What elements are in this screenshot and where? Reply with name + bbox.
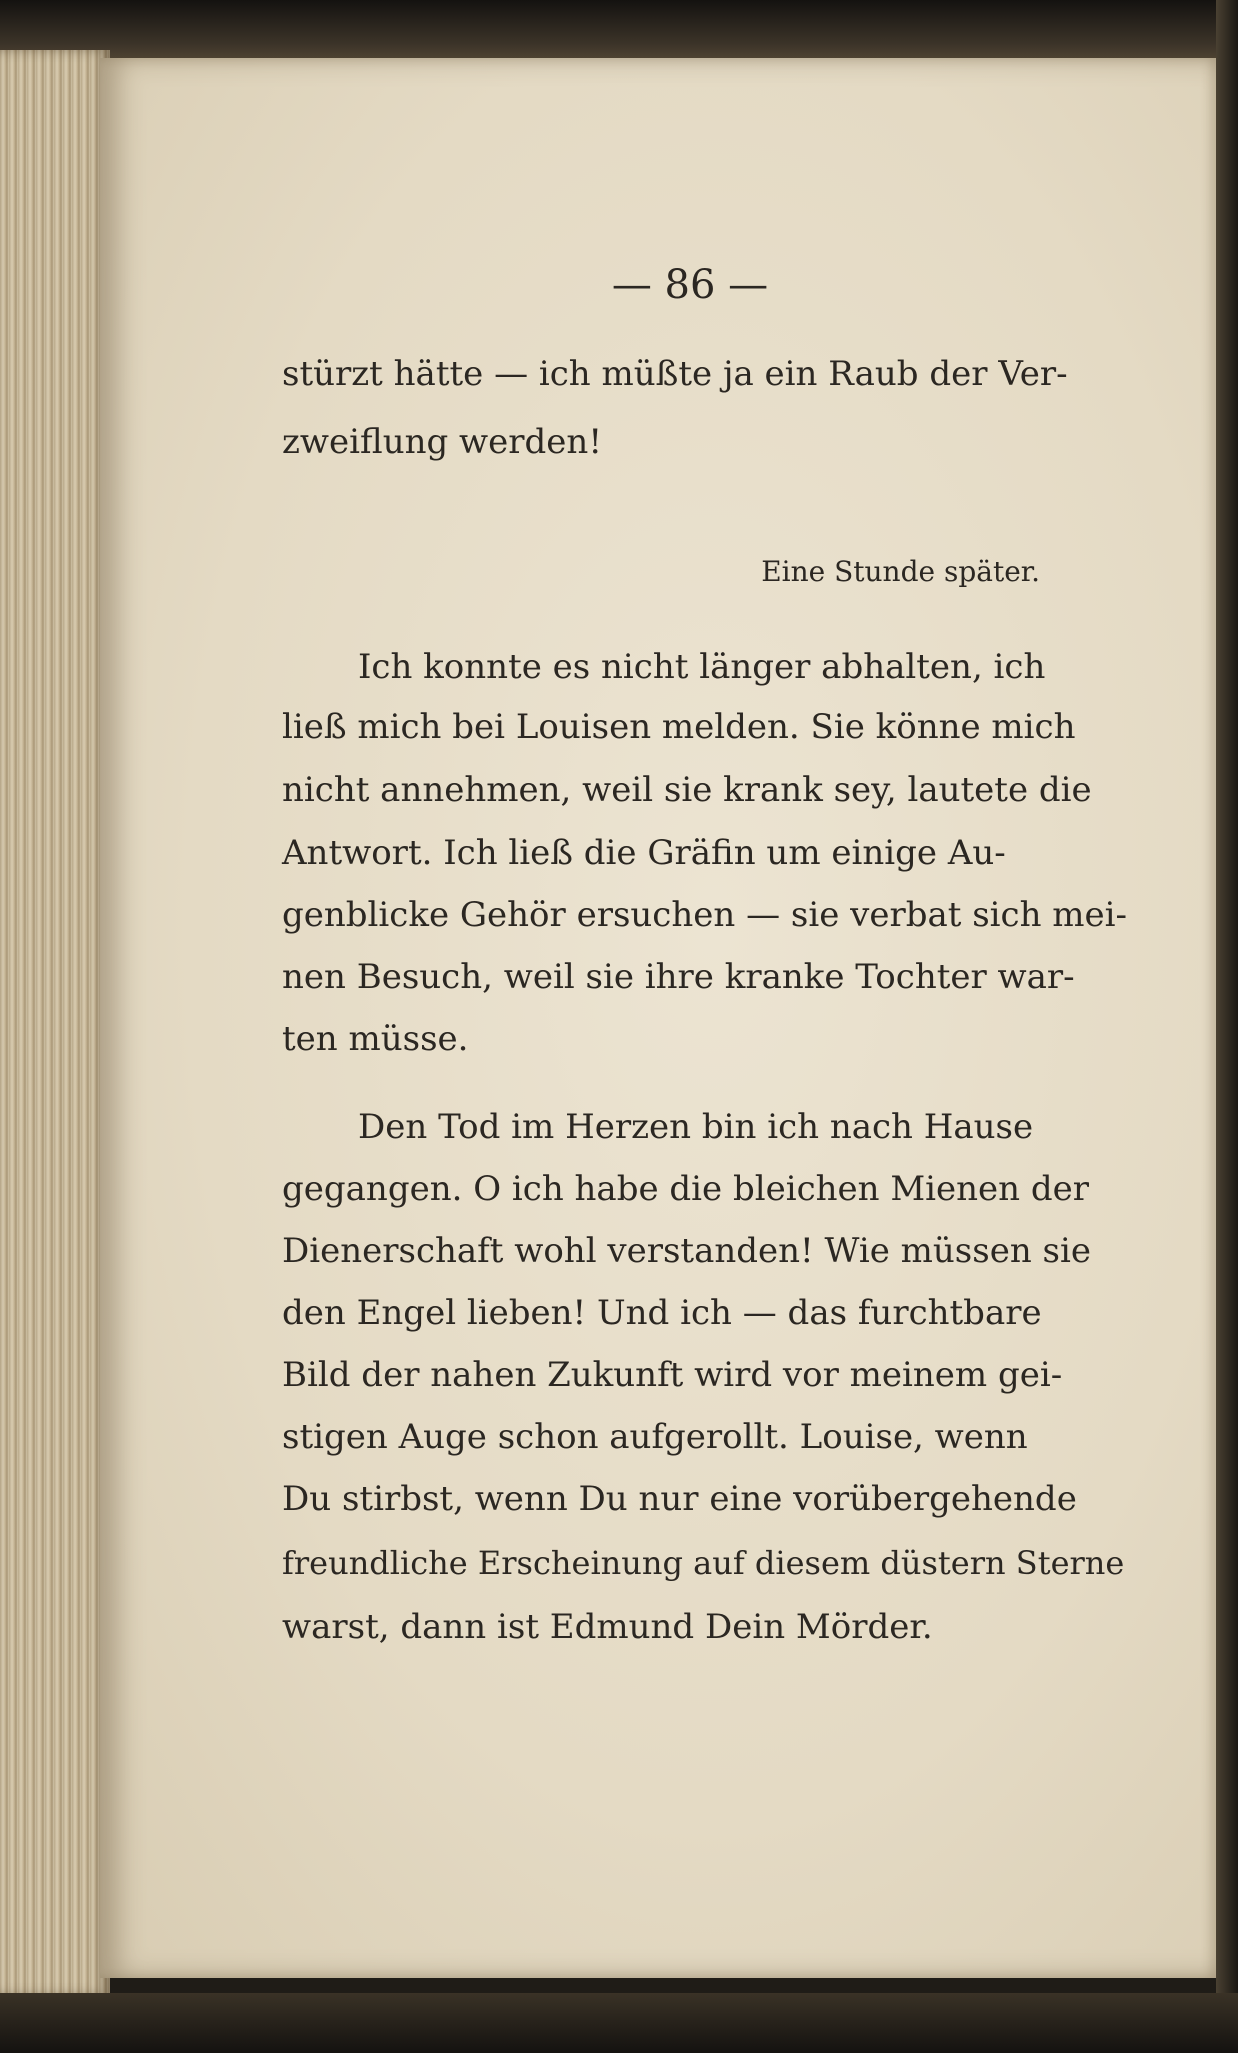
book-page <box>100 58 1216 1978</box>
text-line: ließ mich bei Louisen melden. Sie könne mich <box>282 707 1076 747</box>
text-line: ten müsse. <box>282 1019 469 1059</box>
text-line: stigen Auge schon aufgerollt. Louise, wenn <box>282 1417 1028 1457</box>
text-line: zweiflung werden! <box>282 422 602 462</box>
text-line: nen Besuch, weil sie ihre kranke Tochter war- <box>282 957 1075 997</box>
text-line: Den Tod im Herzen bin ich nach Hause <box>358 1107 1034 1147</box>
text-line: gegangen. O ich habe die bleichen Mienen der <box>282 1169 1090 1209</box>
text-line: Dienerschaft wohl verstanden! Wie müssen sie <box>282 1231 1091 1271</box>
text-line: freundliche Erscheinung auf diesem düstern Sterne <box>282 1544 1125 1582</box>
text-line: Ich konnte es nicht länger abhalten, ich <box>358 647 1046 687</box>
book-cover-right-edge <box>1216 0 1238 2053</box>
text-line: Du stirbst, wenn Du nur eine vorübergehende <box>282 1479 1077 1519</box>
text-line: Bild der nahen Zukunft wird vor meinem gei- <box>282 1355 1063 1395</box>
book-cover-bottom-edge <box>0 1993 1238 2053</box>
stacked-page-edges <box>0 50 110 1995</box>
book-cover-top-edge <box>0 0 1238 62</box>
text-line: genblicke Gehör ersuchen — sie verbat sich mei- <box>282 895 1128 935</box>
text-line: warst, dann ist Edmund Dein Mörder. <box>282 1607 933 1647</box>
page-number: — 86 — <box>611 262 769 308</box>
text-line: nicht annehmen, weil sie krank sey, lautete die <box>282 770 1092 810</box>
text-line: den Engel lieben! Und ich — das furchtbare <box>282 1293 1042 1333</box>
section-time-heading: Eine Stunde später. <box>761 555 1040 588</box>
text-line: Antwort. Ich ließ die Gräfin um einige Au- <box>282 833 1006 873</box>
text-line: stürzt hätte — ich müßte ja ein Raub der Ver- <box>282 354 1068 394</box>
